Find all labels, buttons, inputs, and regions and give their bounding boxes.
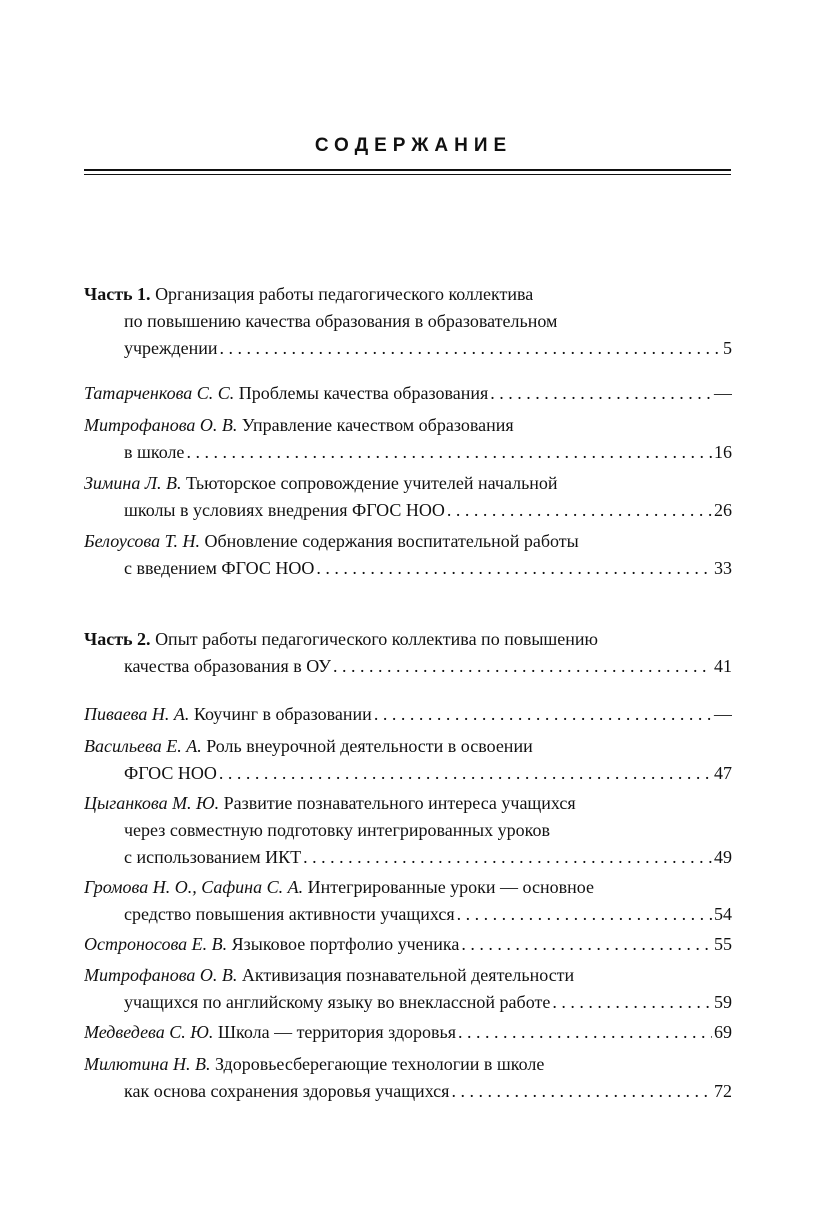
dot-leader (458, 1019, 712, 1046)
entry-title: Организация работы педагогического коллектива (155, 284, 534, 304)
page-number: 72 (714, 1081, 732, 1101)
entry-title: Проблемы качества образования (238, 383, 489, 403)
entry-author: Цыганкова М. Ю. (84, 793, 220, 813)
entry-title-cont: качества образования в ОУ (124, 656, 332, 676)
entry-author: Зимина Л. В. (84, 473, 182, 493)
toc-entry[interactable] (84, 701, 732, 728)
entry-title-cont: как основа сохранения здоровья учащихся (124, 1081, 450, 1101)
toc-entry[interactable] (84, 470, 732, 524)
entry-title-cont: по повышению качества образования в образовательном (124, 311, 558, 331)
toc-entry[interactable] (84, 1051, 732, 1105)
entry-title: Опыт работы педагогического коллектива по повышению (155, 629, 598, 649)
toc-entry[interactable] (84, 412, 732, 466)
page-title: СОДЕРЖАНИЕ (314, 135, 513, 156)
toc-entry[interactable] (84, 380, 732, 407)
entry-author: Татарченкова С. С. (84, 383, 235, 403)
entry-title-cont: в школе (124, 442, 185, 462)
toc-entry[interactable] (84, 962, 732, 1016)
page-number: 47 (714, 763, 732, 783)
dot-leader (447, 497, 712, 524)
entry-author: Митрофанова О. В. (84, 415, 238, 435)
toc-entry[interactable] (84, 874, 732, 928)
entry-title-cont: средство повышения активности учащихся (124, 904, 455, 924)
page-number: 55 (714, 934, 732, 954)
title-rule-top (84, 169, 731, 171)
page-number: 49 (714, 847, 732, 867)
entry-title: Школа — территория здоровья (217, 1022, 457, 1042)
entry-title: Развитие познавательного интереса учащихся (223, 793, 576, 813)
dot-leader (461, 931, 712, 958)
dot-leader (490, 380, 712, 407)
entry-author: Митрофанова О. В. (84, 965, 238, 985)
entry-title-cont: учащихся по английскому языку во внеклассной работе (124, 992, 551, 1012)
dot-leader (316, 555, 712, 582)
page-number: 69 (714, 1022, 732, 1042)
entry-title: Коучинг в образовании (193, 704, 372, 724)
title-rule-bottom (84, 174, 731, 175)
dot-leader (457, 901, 712, 928)
entry-title: Управление качеством образования (241, 415, 514, 435)
entry-author: Васильева Е. А. (84, 736, 202, 756)
entry-title: Интегрированные уроки — основное (307, 877, 594, 897)
entry-title: Тьюторское сопровождение учителей начальной (186, 473, 558, 493)
dot-leader (186, 439, 712, 466)
entry-author: Пиваева Н. А. (84, 704, 190, 724)
page-number: 41 (714, 656, 732, 676)
entry-title: Языковое портфолио ученика (231, 934, 460, 954)
toc-entry[interactable] (84, 1019, 732, 1046)
entry-title-cont: учреждении (124, 338, 218, 358)
entry-author: Белоусова Т. Н. (84, 531, 200, 551)
entry-title: Обновление содержания воспитательной работы (204, 531, 579, 551)
toc-entry[interactable] (84, 528, 732, 582)
entry-title-cont: через совместную подготовку интегрированных уроков (124, 820, 550, 840)
page-number: 26 (714, 500, 732, 520)
entry-title-cont: ФГОС НОО (124, 763, 217, 783)
dot-leader (374, 701, 712, 728)
page-number: — (714, 704, 732, 724)
page-number: 59 (714, 992, 732, 1012)
entry-title-cont: школы в условиях внедрения ФГОС НОО (124, 500, 445, 520)
toc-entry[interactable] (84, 733, 732, 787)
part-label: Часть 2. (84, 629, 151, 649)
dot-leader (303, 844, 712, 871)
dot-leader (220, 335, 721, 362)
entry-author: Громова Н. О., Сафина С. А. (84, 877, 304, 897)
page-number: 33 (714, 558, 732, 578)
entry-title-cont: с введением ФГОС НОО (124, 558, 315, 578)
entry-author: Медведева С. Ю. (84, 1022, 214, 1042)
page-number: 16 (714, 442, 732, 462)
entry-title: Здоровьесберегающие технологии в школе (214, 1054, 545, 1074)
dot-leader (451, 1078, 712, 1105)
dot-leader (219, 760, 712, 787)
dot-leader (552, 989, 712, 1016)
entry-title-cont: с использованием ИКТ (124, 847, 302, 867)
dot-leader (333, 653, 712, 680)
page-number: 5 (723, 338, 732, 358)
toc-entry-part-2[interactable] (84, 626, 732, 680)
toc-entry-part-1[interactable] (84, 281, 732, 362)
part-label: Часть 1. (84, 284, 151, 304)
entry-title: Роль внеурочной деятельности в освоении (206, 736, 533, 756)
entry-title: Активизация познавательной деятельности (241, 965, 575, 985)
toc-entry[interactable] (84, 790, 732, 871)
page-number: 54 (714, 904, 732, 924)
entry-author: Милютина Н. В. (84, 1054, 211, 1074)
page-number: — (714, 383, 732, 403)
toc-entry[interactable] (84, 931, 732, 958)
entry-author: Остроносова Е. В. (84, 934, 228, 954)
